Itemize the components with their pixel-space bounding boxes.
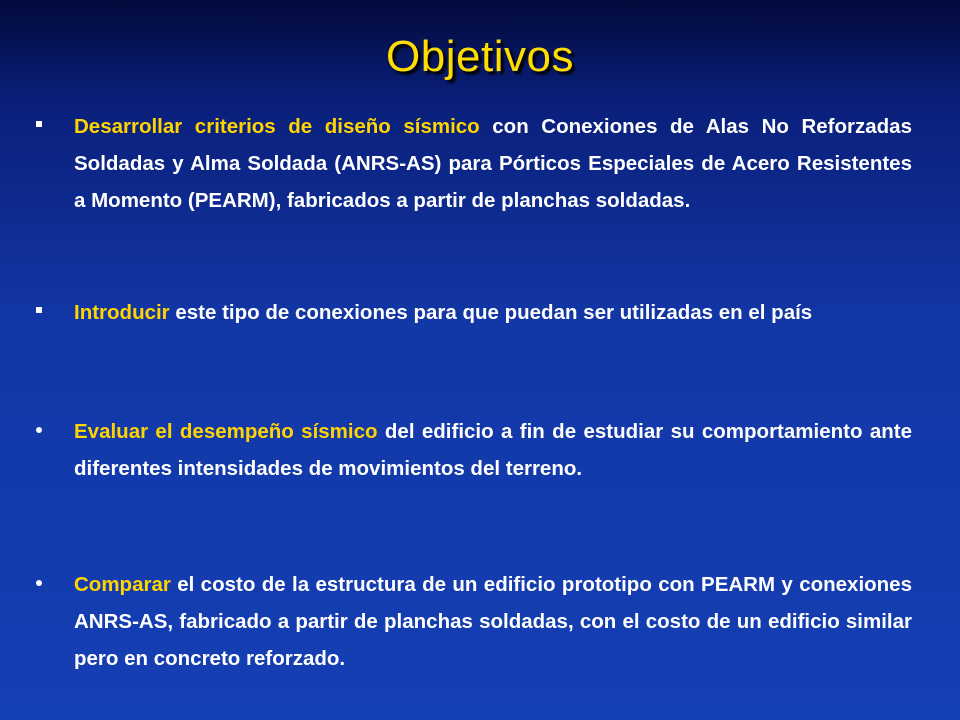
bullet-highlight: Desarrollar criterios de diseño sísmico [74,115,480,138]
bullet-item [36,108,912,219]
bullet-item [36,413,912,487]
bullet-body: el costo de la estructura de un edificio prototipo con PEARM y conexiones ANRS-AS, fabricado a partir de planchas soldadas, con el costo de un edificio similar pero en concreto reforzado. [74,573,912,670]
square-bullet-icon [36,121,42,127]
bullet-text [74,413,912,487]
bullet-highlight: Evaluar el desempeño sísmico [74,420,378,443]
round-bullet-icon [36,427,42,433]
bullet-body: este tipo de conexiones para que puedan ser utilizadas en el país [169,301,813,324]
bullet-highlight: Introducir [74,301,170,324]
bullet-highlight: Comparar [74,573,171,596]
bullet-item [36,294,912,331]
bullet-item [36,566,912,677]
bullet-body: del edificio a fin de estudiar su comportamiento ante diferentes intensidades de movimientos del terreno. [74,420,912,480]
bullet-body: con Conexiones de Alas No Reforzadas Soldadas y Alma Soldada (ANRS-AS) para Pórticos Especiales de Acero Resistentes a Momento (PEARM), fabricados a partir de planchas soldadas. [74,115,912,212]
bullet-text [74,108,912,219]
bullet-text [74,294,912,331]
round-bullet-icon [36,580,42,586]
slide-title: Objetivos [386,32,574,81]
bullet-text [74,566,912,677]
square-bullet-icon [36,307,42,313]
